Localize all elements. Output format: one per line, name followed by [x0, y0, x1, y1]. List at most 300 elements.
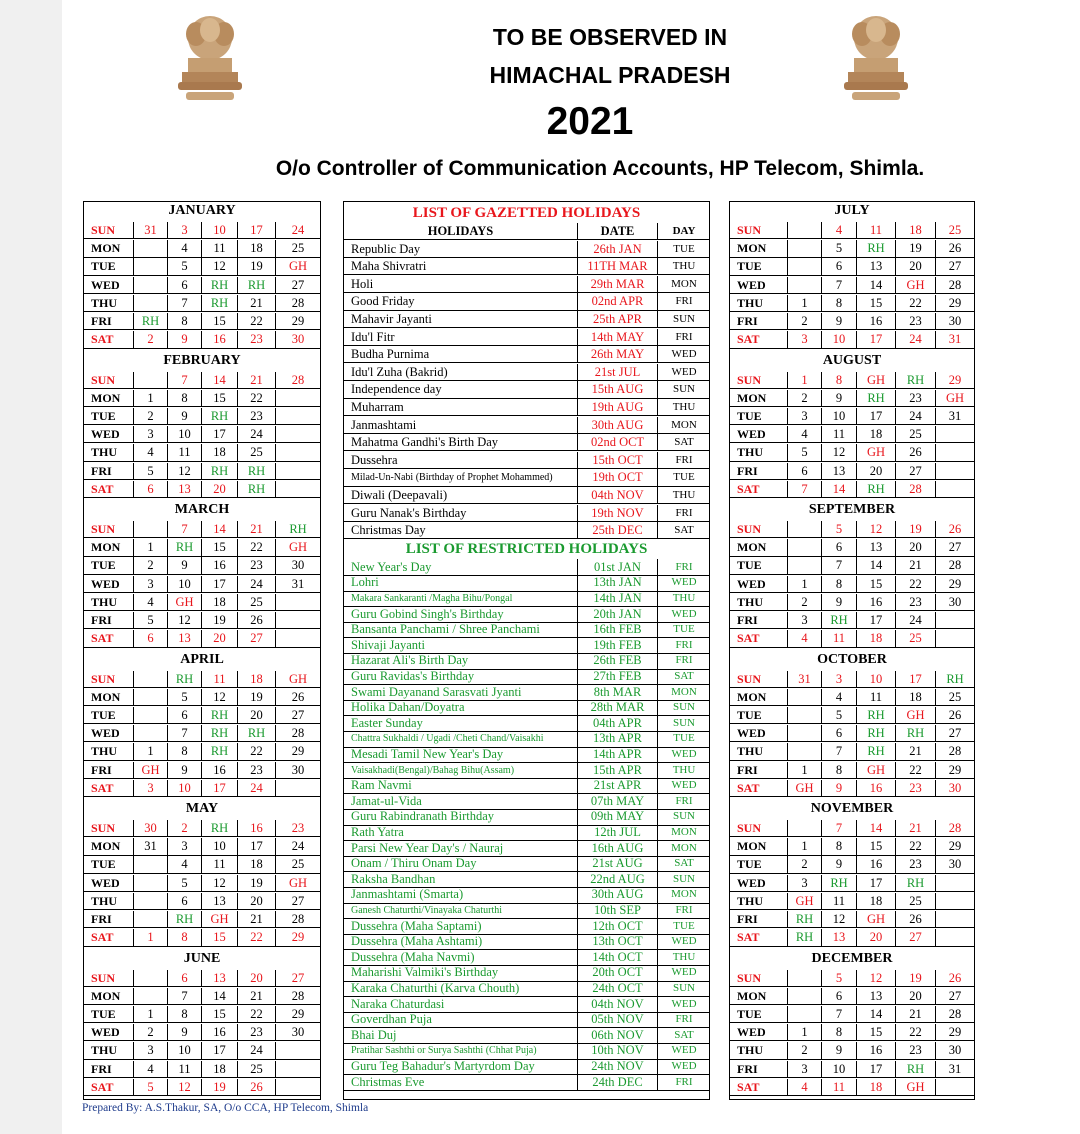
date-cell: 31: [788, 671, 822, 688]
date-cell: 23: [896, 780, 936, 797]
holiday-weekday: WED: [658, 364, 710, 381]
date-cell: 8: [822, 1024, 857, 1041]
date-cell: 18: [202, 1061, 238, 1078]
date-cell: 23: [896, 1042, 936, 1059]
weekday-label: SAT: [84, 481, 134, 498]
holiday-name: Mesadi Tamil New Year's Day: [344, 746, 578, 763]
month-name: JANUARY: [168, 203, 236, 218]
date-cell: 10: [202, 222, 238, 239]
date-cell: 22: [238, 929, 276, 946]
date-cell: [276, 426, 320, 443]
date-cell: 7: [822, 1006, 857, 1023]
holiday-weekday: THU: [658, 590, 710, 607]
calendar-week-row: [730, 856, 974, 873]
date-cell: 29: [276, 743, 320, 760]
date-cell: 3: [168, 222, 202, 239]
date-cell: 12: [168, 612, 202, 629]
date-cell: 10: [857, 671, 896, 688]
holiday-weekday: MON: [658, 417, 710, 434]
date-cell: 14: [857, 277, 896, 294]
calendar-week-row: [730, 576, 974, 593]
holiday-weekday: SAT: [658, 1027, 710, 1044]
holiday-name: Dussehra (Maha Ashtami): [344, 933, 578, 950]
holiday-name: Parsi New Year Day's / Nauraj: [344, 840, 578, 857]
holiday-weekday: THU: [658, 399, 710, 416]
date-cell: 31: [134, 838, 168, 855]
holiday-name: Bhai Duj: [344, 1027, 578, 1044]
calendar-week-row: [84, 295, 320, 312]
date-cell: 30: [276, 557, 320, 574]
weekday-label: THU: [730, 893, 788, 910]
calendar-week-row: [84, 539, 320, 556]
calendar-week-row: [84, 780, 320, 797]
date-cell: 18: [896, 689, 936, 706]
header-year: 2021: [546, 100, 634, 143]
date-cell: 26: [936, 240, 974, 257]
holiday-weekday: TUE: [658, 730, 710, 747]
date-cell: 12: [822, 911, 857, 928]
date-cell: GH: [788, 780, 822, 797]
date-cell: 11: [822, 1079, 857, 1096]
date-cell: RH: [202, 408, 238, 425]
holiday-date: 24th DEC: [578, 1074, 658, 1091]
date-cell: 7: [822, 820, 857, 837]
weekday-label: SUN: [730, 521, 788, 538]
holiday-date: 26th FEB: [578, 652, 658, 669]
header-office: O/o Controller of Communication Accounts, HP Telecom, Shimla.: [275, 157, 925, 180]
holiday-weekday: MON: [658, 684, 710, 701]
date-cell: 9: [168, 557, 202, 574]
holiday-date: 07th MAY: [578, 793, 658, 810]
holiday-name: Dussehra (Maha Navmi): [344, 949, 578, 966]
date-cell: 24: [276, 838, 320, 855]
date-cell: 31: [134, 222, 168, 239]
weekday-label: WED: [84, 1024, 134, 1041]
date-cell: 22: [238, 743, 276, 760]
calendar-week-row: [84, 838, 320, 855]
ashoka-lion-capital-icon: [172, 8, 248, 104]
date-cell: 11: [857, 222, 896, 239]
weekday-label: SAT: [84, 1079, 134, 1096]
holiday-weekday: FRI: [658, 293, 710, 310]
holiday-weekday: TUE: [658, 621, 710, 638]
weekday-label: MON: [84, 240, 134, 257]
calendar-week-row: [730, 820, 974, 837]
weekday-label: MON: [84, 838, 134, 855]
date-cell: GH: [936, 390, 974, 407]
date-cell: 25: [276, 856, 320, 873]
date-cell: 9: [822, 1042, 857, 1059]
date-cell: GH: [202, 911, 238, 928]
date-cell: 17: [202, 1042, 238, 1059]
holiday-weekday: SUN: [658, 311, 710, 328]
date-cell: 4: [168, 240, 202, 257]
calendar-week-row: [730, 630, 974, 647]
date-cell: GH: [276, 539, 320, 556]
date-cell: 20: [238, 970, 276, 987]
date-cell: 4: [822, 689, 857, 706]
prepared-by-footer: Prepared By: A.S.Thakur, SA, O/o CCA, HP Telecom, Shimla: [82, 1102, 369, 1114]
date-cell: 9: [822, 313, 857, 330]
holiday-date: 13th APR: [578, 730, 658, 747]
date-cell: 9: [822, 780, 857, 797]
date-cell: 11: [202, 856, 238, 873]
holiday-name: Guru Teg Bahadur's Martyrdom Day: [344, 1058, 578, 1075]
holiday-name: Independence day: [344, 381, 578, 398]
date-cell: [788, 277, 822, 294]
date-cell: 13: [168, 630, 202, 647]
date-cell: 27: [276, 970, 320, 987]
date-cell: 24: [276, 222, 320, 239]
date-cell: [276, 481, 320, 498]
date-cell: 8: [168, 1006, 202, 1023]
date-cell: 3: [788, 331, 822, 348]
date-cell: [134, 988, 168, 1005]
holiday-date: 27th FEB: [578, 668, 658, 685]
date-cell: 25: [276, 240, 320, 257]
date-cell: 4: [788, 426, 822, 443]
date-cell: [134, 970, 168, 987]
date-cell: 23: [896, 594, 936, 611]
date-cell: 20: [857, 463, 896, 480]
holiday-date: 26th JAN: [578, 241, 658, 258]
holiday-date: 14th JAN: [578, 590, 658, 607]
holiday-row: [344, 258, 709, 275]
holiday-weekday: WED: [658, 1042, 710, 1059]
calendar-week-row: [730, 1024, 974, 1041]
holiday-name: Ram Navmi: [344, 777, 578, 794]
weekday-label: THU: [730, 743, 788, 760]
calendar-week-row: [84, 258, 320, 275]
weekday-label: WED: [730, 1024, 788, 1041]
month-name: DECEMBER: [811, 950, 893, 966]
date-cell: 15: [202, 929, 238, 946]
date-cell: 16: [857, 780, 896, 797]
holiday-weekday: WED: [658, 1058, 710, 1075]
calendar-week-row: [84, 671, 320, 688]
date-cell: GH: [276, 258, 320, 275]
date-cell: RH: [202, 743, 238, 760]
date-cell: 16: [202, 331, 238, 348]
date-cell: 2: [134, 557, 168, 574]
holiday-name: Diwali (Deepavali): [344, 487, 578, 504]
holiday-weekday: SAT: [658, 855, 710, 872]
date-cell: 14: [202, 521, 238, 538]
date-cell: RH: [202, 295, 238, 312]
weekday-label: THU: [730, 1042, 788, 1059]
calendar-week-row: [84, 557, 320, 574]
date-cell: 5: [134, 463, 168, 480]
date-cell: 5: [134, 612, 168, 629]
date-cell: 13: [822, 929, 857, 946]
date-cell: 10: [168, 426, 202, 443]
holiday-name: Bansanta Panchami / Shree Panchami: [344, 621, 578, 638]
weekday-label: THU: [730, 295, 788, 312]
date-cell: 12: [168, 1079, 202, 1096]
date-cell: RH: [238, 463, 276, 480]
weekday-label: TUE: [730, 707, 788, 724]
holiday-row: [344, 364, 709, 381]
weekday-label: WED: [84, 426, 134, 443]
date-cell: RH: [202, 820, 238, 837]
calendar-week-row: [84, 856, 320, 873]
date-cell: 21: [238, 911, 276, 928]
date-cell: GH: [276, 875, 320, 892]
holiday-name: Easter Sunday: [344, 715, 578, 732]
date-cell: 1: [788, 762, 822, 779]
date-cell: 17: [202, 426, 238, 443]
date-cell: 9: [822, 390, 857, 407]
date-cell: 7: [788, 481, 822, 498]
date-cell: [134, 277, 168, 294]
weekday-label: WED: [730, 725, 788, 742]
calendar-week-row: [84, 240, 320, 257]
date-cell: [276, 594, 320, 611]
date-cell: 20: [202, 630, 238, 647]
calendar-week-row: [84, 1042, 320, 1059]
holiday-weekday: FRI: [658, 1011, 710, 1028]
date-cell: 10: [168, 780, 202, 797]
holiday-weekday: WED: [658, 996, 710, 1013]
holiday-name: Raksha Bandhan: [344, 871, 578, 888]
date-cell: 18: [896, 222, 936, 239]
weekday-label: SAT: [730, 1079, 788, 1096]
date-cell: 3: [822, 671, 857, 688]
date-cell: 20: [238, 707, 276, 724]
holiday-name: Chattra Sukhaldi / Ugadi /Cheti Chand/Vaisakhi: [344, 730, 578, 747]
date-cell: 20: [238, 893, 276, 910]
date-cell: 24: [238, 576, 276, 593]
date-cell: [134, 295, 168, 312]
date-cell: 21: [238, 521, 276, 538]
date-cell: 23: [238, 762, 276, 779]
calendar-week-row: [84, 1024, 320, 1041]
holiday-weekday: FRI: [658, 793, 710, 810]
date-cell: [936, 426, 974, 443]
calendar-week-row: [730, 612, 974, 629]
date-cell: 13: [168, 481, 202, 498]
date-cell: 2: [788, 1042, 822, 1059]
calendar-week-row: [84, 1006, 320, 1023]
holiday-name: Maharishi Valmiki's Birthday: [344, 964, 578, 981]
holiday-weekday: MON: [658, 824, 710, 841]
calendar-week-row: [84, 277, 320, 294]
calendar-week-row: [730, 222, 974, 239]
date-cell: 11: [822, 893, 857, 910]
date-cell: [134, 911, 168, 928]
header-line-1: TO BE OBSERVED IN: [492, 24, 728, 50]
weekday-label: TUE: [730, 1006, 788, 1023]
date-cell: GH: [896, 707, 936, 724]
date-cell: [936, 1079, 974, 1096]
date-cell: [788, 240, 822, 257]
calendar-week-row: [84, 762, 320, 779]
date-cell: 23: [238, 557, 276, 574]
holiday-date: 11TH MAR: [578, 258, 658, 275]
date-cell: 8: [168, 743, 202, 760]
calendar-week-row: [84, 426, 320, 443]
holiday-date: 15th AUG: [578, 381, 658, 398]
gazetted-holidays-title: LIST OF GAZETTED HOLIDAYS: [412, 205, 641, 221]
holiday-name: Republic Day: [344, 241, 578, 258]
date-cell: 2: [788, 594, 822, 611]
date-cell: 21: [896, 820, 936, 837]
date-cell: [936, 893, 974, 910]
date-cell: 4: [822, 222, 857, 239]
date-cell: [134, 707, 168, 724]
date-cell: 29: [936, 762, 974, 779]
date-cell: GH: [788, 893, 822, 910]
date-cell: 22: [238, 539, 276, 556]
date-cell: [936, 875, 974, 892]
date-cell: 1: [134, 539, 168, 556]
date-cell: 30: [936, 856, 974, 873]
date-cell: 6: [822, 725, 857, 742]
date-cell: [134, 893, 168, 910]
weekday-label: FRI: [84, 1061, 134, 1078]
date-cell: 16: [857, 856, 896, 873]
date-cell: 6: [134, 481, 168, 498]
date-cell: 20: [896, 539, 936, 556]
weekday-label: FRI: [730, 313, 788, 330]
calendar-week-row: [730, 390, 974, 407]
date-cell: [788, 820, 822, 837]
date-cell: RH: [788, 911, 822, 928]
date-cell: 19: [202, 1079, 238, 1096]
date-cell: [788, 970, 822, 987]
calendar-week-row: [730, 970, 974, 987]
holiday-name: Dussehra: [344, 452, 578, 469]
date-cell: 6: [134, 630, 168, 647]
date-cell: 16: [857, 594, 896, 611]
calendar-week-row: [84, 390, 320, 407]
date-cell: 17: [857, 1061, 896, 1078]
date-cell: 20: [896, 988, 936, 1005]
date-cell: 13: [857, 988, 896, 1005]
holiday-date: 26th MAY: [578, 346, 658, 363]
holiday-name: Idu'l Fitr: [344, 329, 578, 346]
weekday-label: FRI: [84, 612, 134, 629]
date-cell: 3: [788, 408, 822, 425]
holiday-date: 25th APR: [578, 311, 658, 328]
date-cell: 14: [857, 820, 896, 837]
weekday-label: SAT: [730, 780, 788, 797]
holiday-weekday: THU: [658, 258, 710, 275]
date-cell: 13: [857, 258, 896, 275]
holiday-date: 15th APR: [578, 762, 658, 779]
weekday-label: SUN: [84, 970, 134, 987]
holiday-name: Christmas Day: [344, 522, 578, 539]
weekday-label: THU: [84, 295, 134, 312]
date-cell: 28: [276, 725, 320, 742]
date-cell: 18: [857, 1079, 896, 1096]
date-cell: [134, 875, 168, 892]
date-cell: 14: [857, 1006, 896, 1023]
date-cell: 31: [936, 408, 974, 425]
date-cell: 26: [896, 444, 936, 461]
date-cell: 29: [936, 576, 974, 593]
holiday-name: Onam / Thiru Onam Day: [344, 855, 578, 872]
calendar-week-row: [730, 372, 974, 389]
date-cell: 19: [238, 689, 276, 706]
weekday-label: MON: [730, 539, 788, 556]
date-cell: 26: [936, 521, 974, 538]
calendar-week-row: [730, 331, 974, 348]
date-cell: 10: [822, 1061, 857, 1078]
calendar-week-row: [730, 875, 974, 892]
date-cell: 6: [168, 970, 202, 987]
date-cell: 7: [822, 277, 857, 294]
date-cell: 5: [822, 970, 857, 987]
weekday-label: SUN: [84, 222, 134, 239]
weekday-label: FRI: [730, 911, 788, 928]
weekday-label: MON: [730, 240, 788, 257]
date-cell: 20: [896, 258, 936, 275]
date-cell: RH: [896, 1061, 936, 1078]
holiday-name: Lohri: [344, 574, 578, 591]
date-cell: 5: [822, 707, 857, 724]
holiday-date: 21st JUL: [578, 364, 658, 381]
date-cell: [276, 390, 320, 407]
holiday-name: New Year's Day: [344, 559, 578, 576]
calendar-week-row: [730, 743, 974, 760]
weekday-label: MON: [84, 689, 134, 706]
weekday-label: MON: [84, 988, 134, 1005]
date-cell: 26: [896, 911, 936, 928]
calendar-week-row: [730, 838, 974, 855]
date-cell: 15: [857, 295, 896, 312]
calendar-week-row: [84, 911, 320, 928]
date-cell: 17: [896, 671, 936, 688]
holiday-date: 05th NOV: [578, 1011, 658, 1028]
date-cell: 17: [238, 222, 276, 239]
holiday-name: Holi: [344, 276, 578, 293]
date-cell: 30: [936, 594, 974, 611]
month-name: JUNE: [183, 950, 221, 966]
weekday-label: FRI: [84, 911, 134, 928]
holiday-weekday: SUN: [658, 699, 710, 716]
date-cell: 19: [896, 240, 936, 257]
date-cell: 29: [936, 1024, 974, 1041]
date-cell: 31: [276, 576, 320, 593]
date-cell: 12: [857, 521, 896, 538]
holiday-weekday: SUN: [658, 715, 710, 732]
date-cell: 2: [134, 1024, 168, 1041]
weekday-label: FRI: [730, 1061, 788, 1078]
holiday-name: Vaisakhadi(Bengal)/Bahag Bihu(Assam): [344, 762, 578, 779]
month-name: NOVEMBER: [810, 801, 894, 816]
date-cell: 28: [896, 481, 936, 498]
date-cell: 26: [238, 1079, 276, 1096]
date-cell: 6: [168, 707, 202, 724]
holiday-name: Dussehra (Maha Saptami): [344, 918, 578, 935]
date-cell: 27: [936, 725, 974, 742]
date-cell: 28: [936, 557, 974, 574]
calendar-week-row: [84, 481, 320, 498]
date-cell: RH: [896, 875, 936, 892]
weekday-label: THU: [84, 594, 134, 611]
date-cell: GH: [857, 372, 896, 389]
weekday-label: MON: [84, 539, 134, 556]
date-cell: RH: [788, 929, 822, 946]
calendar-week-row: [84, 725, 320, 742]
holiday-date: 02nd OCT: [578, 434, 658, 451]
date-cell: 29: [936, 372, 974, 389]
date-cell: 14: [202, 372, 238, 389]
holiday-row: [344, 1074, 709, 1091]
date-cell: 28: [276, 295, 320, 312]
date-cell: 9: [822, 594, 857, 611]
